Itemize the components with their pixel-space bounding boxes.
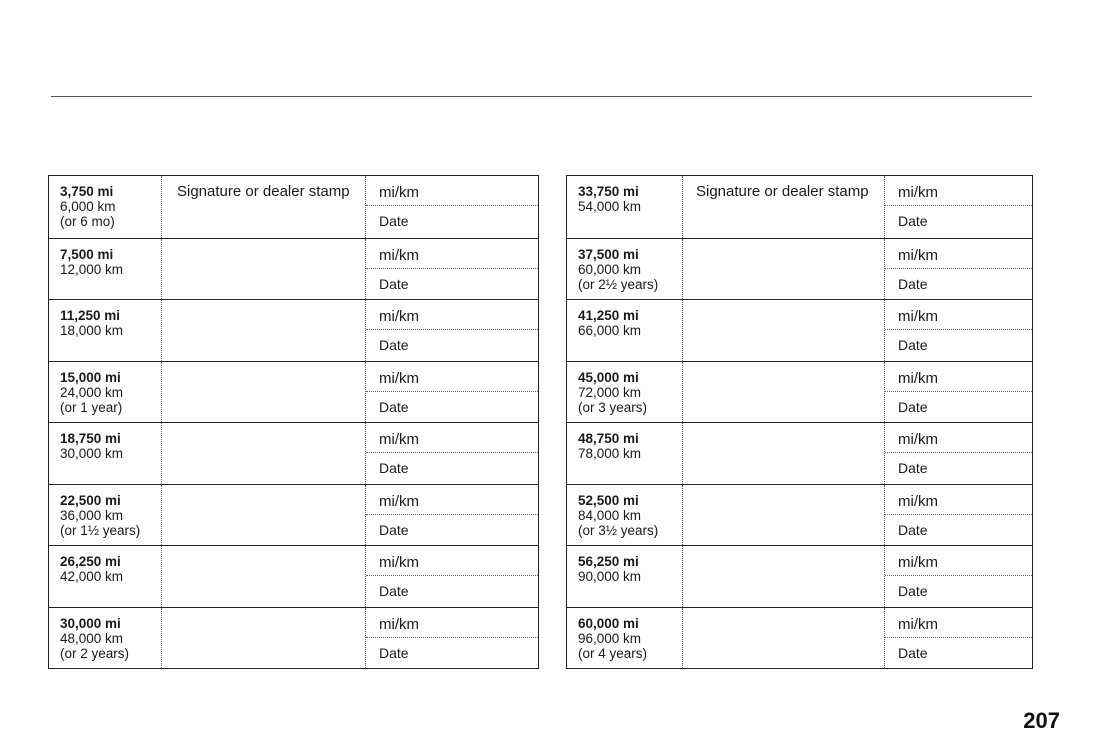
date-label: Date <box>379 398 409 415</box>
interval-kilometers: 90,000 km <box>578 569 642 584</box>
odometer-date-cell <box>885 300 1032 361</box>
odometer-date-cell <box>885 546 1032 607</box>
odometer-field[interactable] <box>366 608 538 638</box>
odometer-field[interactable] <box>366 423 538 453</box>
odometer-field[interactable] <box>366 485 538 515</box>
signature-cell[interactable] <box>162 362 366 423</box>
odometer-field[interactable] <box>885 423 1032 453</box>
interval-period: (or 4 years) <box>578 645 648 661</box>
interval-kilometers: 78,000 km <box>578 446 642 461</box>
date-label: Date <box>379 644 409 661</box>
interval-kilometers: 6,000 km <box>60 199 116 214</box>
signature-cell[interactable] <box>162 485 366 546</box>
interval-period: (or 2½ years) <box>578 276 659 292</box>
odometer-label: mi/km <box>379 554 419 571</box>
odometer-label: mi/km <box>898 246 938 264</box>
interval-kilometers: 84,000 km <box>578 507 642 523</box>
odometer-date-cell <box>366 546 538 607</box>
signature-label: Signature or dealer stamp <box>177 183 350 200</box>
date-label: Date <box>898 521 928 538</box>
odometer-field[interactable] <box>885 239 1032 269</box>
date-field[interactable] <box>885 515 1032 546</box>
signature-cell[interactable] <box>683 239 885 300</box>
page-number: 207 <box>1023 708 1060 733</box>
interval-period: (or 1½ years) <box>60 522 141 538</box>
signature-label: Signature or dealer stamp <box>696 183 869 200</box>
interval-miles: 18,750 mi <box>60 431 121 446</box>
log-row <box>567 422 1032 484</box>
maintenance-log-left <box>48 175 539 669</box>
odometer-date-cell <box>366 423 538 484</box>
interval-kilometers: 96,000 km <box>578 630 642 646</box>
odometer-field[interactable] <box>366 362 538 392</box>
odometer-label: mi/km <box>379 431 419 448</box>
log-row <box>567 238 1032 300</box>
odometer-label: mi/km <box>379 615 419 633</box>
interval-kilometers: 60,000 km <box>578 261 642 277</box>
date-field[interactable] <box>366 269 538 300</box>
interval-kilometers: 24,000 km <box>60 384 124 400</box>
log-row <box>49 422 538 484</box>
interval-miles: 37,500 mi <box>578 246 639 262</box>
top-rule <box>51 96 1032 97</box>
interval-miles: 45,000 mi <box>578 369 639 385</box>
odometer-field[interactable] <box>885 300 1032 330</box>
interval-kilometers: 48,000 km <box>60 630 124 646</box>
signature-cell[interactable] <box>162 423 366 484</box>
odometer-field[interactable] <box>885 362 1032 392</box>
signature-cell[interactable] <box>683 608 885 669</box>
interval-miles: 30,000 mi <box>60 615 121 631</box>
date-label: Date <box>898 275 928 292</box>
log-row <box>567 545 1032 607</box>
log-row <box>49 299 538 361</box>
log-row <box>567 176 1032 238</box>
interval-kilometers: 72,000 km <box>578 384 642 400</box>
odometer-label: mi/km <box>379 308 419 325</box>
odometer-label: mi/km <box>898 431 938 448</box>
interval-miles: 11,250 mi <box>60 308 121 323</box>
odometer-date-cell <box>366 176 538 238</box>
date-label: Date <box>379 213 409 229</box>
interval-kilometers: 30,000 km <box>60 446 124 461</box>
interval-period: (or 2 years) <box>60 645 130 661</box>
signature-cell[interactable] <box>162 608 366 669</box>
mileage-cell <box>49 362 162 423</box>
interval-miles: 15,000 mi <box>60 369 121 385</box>
odometer-date-cell <box>885 608 1032 669</box>
interval-miles: 56,250 mi <box>578 554 639 569</box>
interval-period: (or 3 years) <box>578 399 648 415</box>
date-label: Date <box>898 460 928 476</box>
date-field[interactable] <box>885 392 1032 423</box>
interval-kilometers: 18,000 km <box>60 323 124 338</box>
date-field[interactable] <box>366 576 538 607</box>
interval-kilometers: 36,000 km <box>60 507 124 523</box>
odometer-date-cell <box>366 300 538 361</box>
interval-miles: 22,500 mi <box>60 492 121 508</box>
odometer-date-cell <box>885 362 1032 423</box>
interval-miles: 41,250 mi <box>578 308 639 323</box>
interval-miles: 26,250 mi <box>60 554 121 569</box>
odometer-label: mi/km <box>898 184 938 201</box>
date-label: Date <box>898 583 928 599</box>
date-field[interactable] <box>885 638 1032 669</box>
odometer-date-cell <box>885 176 1032 238</box>
date-label: Date <box>379 583 409 599</box>
signature-cell[interactable] <box>162 300 366 361</box>
mileage-cell <box>49 608 162 669</box>
odometer-field[interactable] <box>366 300 538 330</box>
odometer-date-cell <box>885 239 1032 300</box>
signature-cell[interactable] <box>683 546 885 607</box>
odometer-field[interactable] <box>885 546 1032 576</box>
odometer-date-cell <box>885 485 1032 546</box>
log-row <box>49 545 538 607</box>
log-row <box>567 484 1032 546</box>
odometer-label: mi/km <box>898 492 938 510</box>
log-row <box>49 484 538 546</box>
interval-kilometers: 66,000 km <box>578 323 642 338</box>
maintenance-log-right <box>566 175 1033 669</box>
log-row <box>567 361 1032 423</box>
date-label: Date <box>898 337 928 353</box>
odometer-label: mi/km <box>898 554 938 571</box>
odometer-label: mi/km <box>898 308 938 325</box>
signature-cell[interactable] <box>683 423 885 484</box>
odometer-label: mi/km <box>898 615 938 633</box>
signature-cell[interactable] <box>162 176 366 238</box>
date-field[interactable] <box>885 576 1032 607</box>
date-label: Date <box>898 213 928 229</box>
mileage-cell <box>567 423 683 484</box>
mileage-cell <box>49 485 162 546</box>
signature-cell[interactable] <box>683 485 885 546</box>
mileage-cell <box>49 239 162 300</box>
odometer-label: mi/km <box>379 492 419 510</box>
mileage-cell <box>567 176 683 238</box>
mileage-cell <box>567 485 683 546</box>
interval-period: (or 1 year) <box>60 399 123 415</box>
log-row <box>567 607 1032 669</box>
signature-cell[interactable] <box>162 546 366 607</box>
date-label: Date <box>379 521 409 538</box>
signature-cell[interactable] <box>683 176 885 238</box>
odometer-date-cell <box>366 362 538 423</box>
interval-miles: 33,750 mi <box>578 184 639 199</box>
mileage-cell <box>567 362 683 423</box>
interval-kilometers: 42,000 km <box>60 569 124 584</box>
interval-miles: 48,750 mi <box>578 431 639 446</box>
signature-cell[interactable] <box>683 362 885 423</box>
odometer-field[interactable] <box>885 608 1032 638</box>
signature-cell[interactable] <box>162 239 366 300</box>
interval-period: (or 3½ years) <box>578 522 659 538</box>
log-row <box>49 607 538 669</box>
date-field[interactable] <box>366 515 538 546</box>
date-field[interactable] <box>366 330 538 361</box>
date-field[interactable] <box>885 269 1032 300</box>
date-field[interactable] <box>366 392 538 423</box>
odometer-label: mi/km <box>898 369 938 387</box>
signature-cell[interactable] <box>683 300 885 361</box>
interval-kilometers: 12,000 km <box>60 261 124 277</box>
interval-miles: 52,500 mi <box>578 492 639 508</box>
odometer-field[interactable] <box>885 176 1032 206</box>
interval-miles: 3,750 mi <box>60 184 114 199</box>
mileage-cell <box>567 239 683 300</box>
log-row <box>49 361 538 423</box>
mileage-cell <box>567 546 683 607</box>
interval-kilometers: 54,000 km <box>578 199 642 214</box>
date-field[interactable] <box>885 206 1032 238</box>
mileage-cell <box>49 176 162 238</box>
mileage-cell <box>49 300 162 361</box>
mileage-cell <box>567 608 683 669</box>
mileage-cell <box>49 546 162 607</box>
odometer-label: mi/km <box>379 369 419 387</box>
odometer-field[interactable] <box>366 176 538 206</box>
mileage-cell <box>567 300 683 361</box>
odometer-label: mi/km <box>379 184 419 201</box>
date-field[interactable] <box>366 453 538 484</box>
odometer-date-cell <box>366 608 538 669</box>
odometer-date-cell <box>366 485 538 546</box>
date-field[interactable] <box>366 206 538 238</box>
interval-miles: 7,500 mi <box>60 246 114 262</box>
date-field[interactable] <box>885 330 1032 361</box>
interval-period: (or 6 mo) <box>60 214 115 229</box>
date-field[interactable] <box>366 638 538 669</box>
odometer-date-cell <box>366 239 538 300</box>
date-label: Date <box>379 460 409 476</box>
interval-miles: 60,000 mi <box>578 615 639 631</box>
date-label: Date <box>898 644 928 661</box>
odometer-field[interactable] <box>366 546 538 576</box>
odometer-label: mi/km <box>379 246 419 264</box>
mileage-cell <box>49 423 162 484</box>
date-field[interactable] <box>885 453 1032 484</box>
odometer-date-cell <box>885 423 1032 484</box>
date-label: Date <box>379 275 409 292</box>
date-label: Date <box>379 337 409 353</box>
date-label: Date <box>898 398 928 415</box>
log-row <box>567 299 1032 361</box>
odometer-field[interactable] <box>366 239 538 269</box>
odometer-field[interactable] <box>885 485 1032 515</box>
log-row <box>49 176 538 238</box>
log-row <box>49 238 538 300</box>
